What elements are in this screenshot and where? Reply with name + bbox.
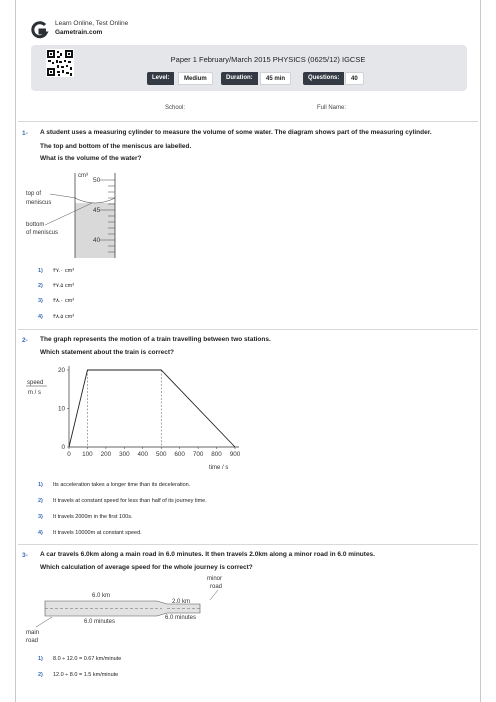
option-number[interactable]: 1) — [38, 268, 43, 274]
option-number[interactable]: 3) — [38, 298, 43, 304]
question-divider — [18, 329, 478, 330]
minor-road-distance: 2.0 km — [172, 599, 191, 605]
x-tick-label: 0 — [67, 451, 71, 458]
fullname-label: Full Name: — [317, 105, 347, 111]
option-number[interactable]: 3) — [38, 514, 43, 520]
main-road-distance: 6.0 km — [92, 593, 111, 599]
site-domain[interactable]: Gametrain.com — [55, 29, 103, 36]
question-text-line: Which calculation of average speed for the whole journey is correct? — [40, 564, 253, 571]
option-number[interactable]: 2) — [38, 498, 43, 504]
option-text[interactable]: It travels 10000m at constant speed. — [53, 530, 142, 536]
option-number[interactable]: 4) — [38, 314, 43, 320]
road-diagram — [22, 572, 242, 647]
option-text[interactable]: It travels 2000m in the first 100s. — [53, 514, 133, 520]
tick-label-40: 40 — [93, 237, 101, 244]
x-tick-label: 400 — [137, 451, 149, 458]
option-number[interactable]: 2) — [38, 672, 43, 678]
level-value: Medium — [178, 72, 213, 85]
option-number[interactable]: 4) — [38, 530, 43, 536]
option-text[interactable]: It travels at constant speed for less than half of its journey time. — [53, 498, 207, 504]
option-number[interactable]: 1) — [38, 482, 43, 488]
questions-value: 40 — [345, 72, 364, 85]
y-tick-label: 20 — [57, 367, 65, 374]
question-divider — [18, 544, 478, 545]
school-label: School: — [165, 105, 186, 111]
minor-road-pointer — [210, 590, 218, 600]
level-label: Level: — [147, 72, 174, 85]
questions-label: Questions: — [303, 72, 344, 85]
main-road-pointer — [36, 617, 52, 627]
x-tick-label: 500 — [155, 451, 167, 458]
option-text[interactable]: 12.0 ÷ 8.0 = 1.5 km/minute — [53, 672, 119, 678]
option-text[interactable]: ۴۸.۰ cm³ — [53, 298, 75, 304]
option-text[interactable]: ۴۷.۰ cm³ — [53, 268, 75, 274]
duration-label: Duration: — [221, 72, 258, 85]
x-tick-label: 600 — [174, 451, 185, 458]
tick-label-50: 50 — [93, 177, 101, 184]
y-tick-label: 0 — [61, 444, 65, 451]
x-tick-label: 300 — [119, 451, 130, 458]
x-axis-label: time / s — [209, 465, 229, 471]
main-road-label: main — [26, 630, 40, 636]
x-tick-label: 800 — [211, 451, 222, 458]
measuring-cylinder-diagram — [20, 168, 140, 258]
y-axis-label: speed — [27, 380, 44, 386]
unit-label: cm³ — [78, 173, 88, 179]
speed-line — [69, 370, 235, 447]
x-tick-label: 200 — [100, 451, 112, 458]
header-divider — [18, 121, 478, 122]
main-road-label: road — [26, 638, 39, 644]
minor-road-label: road — [210, 584, 223, 590]
bottom-meniscus-label: of meniscus — [26, 230, 59, 236]
question-text-line: A car travels 6.0km along a main road in 6.0 minutes. It then travels 2.0km along a minor road in 6.0 minutes. — [40, 551, 375, 558]
top-meniscus-pointer — [50, 194, 76, 198]
x-tick-label: 100 — [82, 451, 93, 458]
top-meniscus-label: meniscus — [26, 200, 52, 206]
question-text-line: The top and bottom of the meniscus are labelled. — [40, 143, 192, 150]
question-number: 1- — [22, 130, 28, 137]
paper-title: Paper 1 February/March 2015 PHYSICS (0625/12) IGCSE — [170, 55, 366, 64]
bottom-meniscus-label: bottom — [26, 222, 45, 228]
y-tick-label: 10 — [57, 405, 65, 413]
duration-value: 45 min — [260, 72, 291, 85]
x-tick-label: 900 — [229, 451, 241, 458]
question-text-line: Which statement about the train is correct? — [40, 349, 174, 356]
gametrain-logo — [31, 21, 49, 39]
main-road-time: 6.0 minutes — [84, 619, 116, 625]
question-text-line: The graph represents the motion of a train travelling between two stations. — [40, 336, 271, 343]
tick-label-45: 45 — [93, 207, 101, 214]
question-number: 2- — [22, 337, 28, 344]
option-number[interactable]: 1) — [38, 656, 43, 662]
question-number: 3- — [22, 552, 28, 559]
top-meniscus-label: top of — [26, 191, 42, 197]
question-text-line: What is the volume of the water? — [40, 155, 142, 162]
option-text[interactable]: Its acceleration takes a longer time than its deceleration. — [53, 482, 191, 488]
speed-time-graph — [20, 360, 260, 475]
option-text[interactable]: 8.0 ÷ 12.0 = 0.67 km/minute — [53, 656, 122, 662]
x-tick-label: 700 — [192, 451, 204, 458]
option-text[interactable]: ۴۷.۵ cm³ — [53, 283, 75, 289]
y-axis-unit-label: m / s — [28, 390, 41, 396]
option-number[interactable]: 2) — [38, 283, 43, 289]
site-tagline: Learn Online, Test Online — [55, 20, 129, 27]
minor-road-time: 6.0 minutes — [165, 615, 197, 621]
meniscus-curve — [75, 198, 115, 203]
option-text[interactable]: ۴۸.۵ cm³ — [53, 314, 75, 320]
minor-road-label: minor — [207, 576, 223, 582]
question-text-line: A student uses a measuring cylinder to measure the volume of some water. The diagram shows part of the measuring cylinder. — [40, 129, 432, 136]
